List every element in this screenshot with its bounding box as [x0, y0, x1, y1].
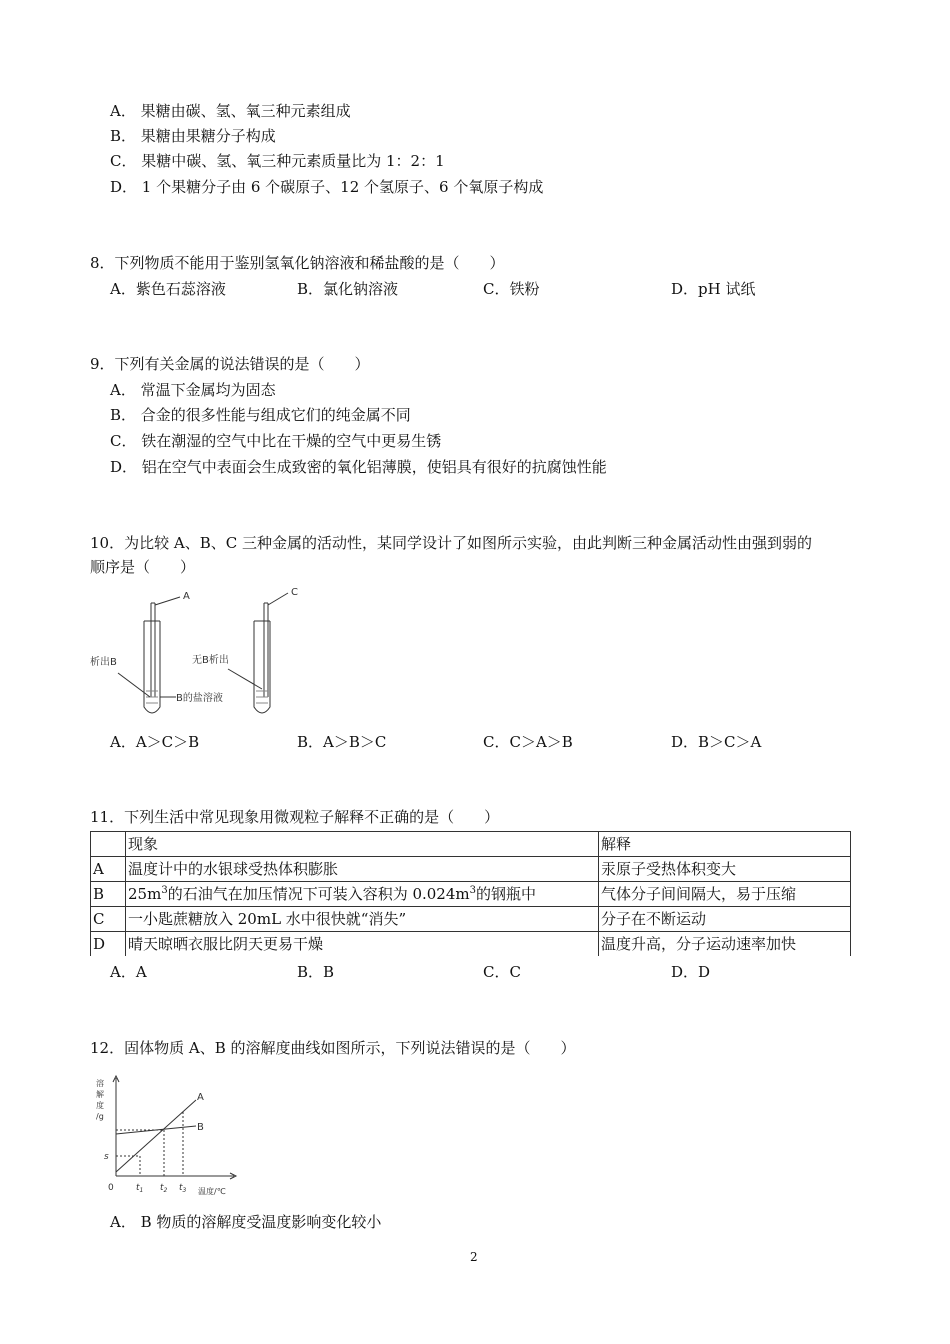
q9-option-b: B． 合金的很多性能与组成它们的纯金属不同	[110, 406, 411, 424]
q9-option-d: D． 铝在空气中表面会生成致密的氧化铝薄膜，使铝具有很好的抗腐蚀性能	[110, 458, 607, 476]
q12-stem: 12．固体物质 A、B 的溶解度曲线如图所示，下列说法错误的是（ ）	[90, 1039, 576, 1057]
label-no-b-precipitated: 无B析出	[192, 655, 229, 666]
solubility-curve-figure	[90, 1072, 250, 1202]
table-row	[91, 907, 851, 932]
header-blank	[91, 832, 126, 857]
q8-stem: 8．下列物质不能用于鉴别氢氧化钠溶液和稀盐酸的是（ ）	[90, 254, 505, 272]
label-b-precipitated: 析出B	[90, 657, 117, 668]
label-t2: $t_2$	[160, 1183, 168, 1194]
q9-stem: 9．下列有关金属的说法错误的是（ ）	[90, 355, 370, 373]
left-test-tube	[118, 597, 180, 713]
row-explanation: 汞原子受热体积变大	[599, 857, 851, 882]
label-origin: 0	[108, 1183, 114, 1193]
q9-option-a: A． 常温下金属均为固态	[110, 381, 276, 399]
row-phenomenon: 晴天晾晒衣服比阴天更易干燥	[126, 932, 599, 957]
q7-option-a: A． 果糖由碳、氢、氧三种元素组成	[110, 102, 351, 120]
q11-stem: 11．下列生活中常见现象用微观粒子解释不正确的是（ ）	[90, 808, 500, 826]
row-explanation: 分子在不断运动	[599, 907, 851, 932]
table-row	[91, 932, 851, 957]
table-header-row	[91, 832, 851, 857]
q8-option-a: A．紫色石蕊溶液	[110, 280, 226, 298]
table-row	[91, 857, 851, 882]
header-phenomenon: 现象	[126, 832, 599, 857]
row-explanation: 温度升高，分子运动速率加快	[599, 932, 851, 957]
curve-a-line	[116, 1100, 196, 1172]
row-phenomenon: 一小匙蔗糖放入 20mL 水中很快就“消失”	[126, 907, 599, 932]
row-label: D	[91, 932, 126, 957]
q11-option-a: A．A	[110, 963, 147, 981]
row-label: A	[91, 857, 126, 882]
ylabel-char-1: 溶	[96, 1079, 104, 1088]
q7-option-c: C． 果糖中碳、氢、氧三种元素质量比为 1：2：1	[110, 152, 445, 170]
curve-a-label: A	[197, 1092, 204, 1103]
q12-option-a: A． B 物质的溶解度受温度影响变化较小	[110, 1213, 382, 1231]
label-metal-c: C	[291, 587, 298, 598]
page-number: 2	[470, 1250, 478, 1264]
q7-option-b: B． 果糖由果糖分子构成	[110, 127, 276, 145]
ylabel-char-4: /g	[96, 1112, 104, 1121]
q8-option-d: D．pH 试纸	[671, 280, 756, 298]
q7-option-d: D． 1 个果糖分子由 6 个碳原子、12 个氢原子、6 个氧原子构成	[110, 178, 544, 196]
q10-option-b: B．A＞B＞C	[297, 733, 387, 751]
q11-option-b: B．B	[297, 963, 335, 981]
row-phenomenon: $25m^3$的石油气在加压情况下可装入容积为 $0.024m^3$的钢瓶中	[126, 882, 599, 907]
right-test-tube	[228, 593, 288, 713]
row-label: C	[91, 907, 126, 932]
q10-option-c: C．C＞A＞B	[483, 733, 573, 751]
label-t3: $t_3$	[179, 1183, 187, 1194]
label-t1: $t_1$	[136, 1183, 144, 1194]
row-label: B	[91, 882, 126, 907]
q11-table	[90, 831, 851, 956]
q8-option-b: B．氯化钠溶液	[297, 280, 399, 298]
label-metal-a: A	[183, 591, 190, 602]
q10-option-d: D．B＞C＞A	[671, 733, 762, 751]
curve-b-label: B	[197, 1122, 204, 1133]
q10-stem-line2: 顺序是（ ）	[90, 558, 196, 576]
q11-option-c: C．C	[483, 963, 521, 981]
row-explanation: 气体分子间间隔大，易于压缩	[599, 882, 851, 907]
q11-option-d: D．D	[671, 963, 711, 981]
header-explanation: 解释	[599, 832, 851, 857]
ylabel-char-3: 度	[96, 1101, 104, 1110]
row-phenomenon: 温度计中的水银球受热体积膨胀	[126, 857, 599, 882]
label-b-salt-solution: B的盐溶液	[176, 693, 223, 704]
table-row	[91, 882, 851, 907]
label-s: s	[104, 1152, 109, 1162]
q8-option-c: C．铁粉	[483, 280, 540, 298]
xlabel: 温度/℃	[198, 1187, 226, 1196]
q10-stem-line1: 10．为比较 A、B、C 三种金属的活动性，某同学设计了如图所示实验，由此判断三种金属活动性由强到弱的	[90, 534, 812, 552]
q9-option-c: C． 铁在潮湿的空气中比在干燥的空气中更易生锈	[110, 432, 442, 450]
ylabel-char-2: 解	[96, 1090, 104, 1099]
q10-test-tube-figure	[88, 585, 318, 725]
q10-option-a: A．A＞C＞B	[110, 733, 200, 751]
